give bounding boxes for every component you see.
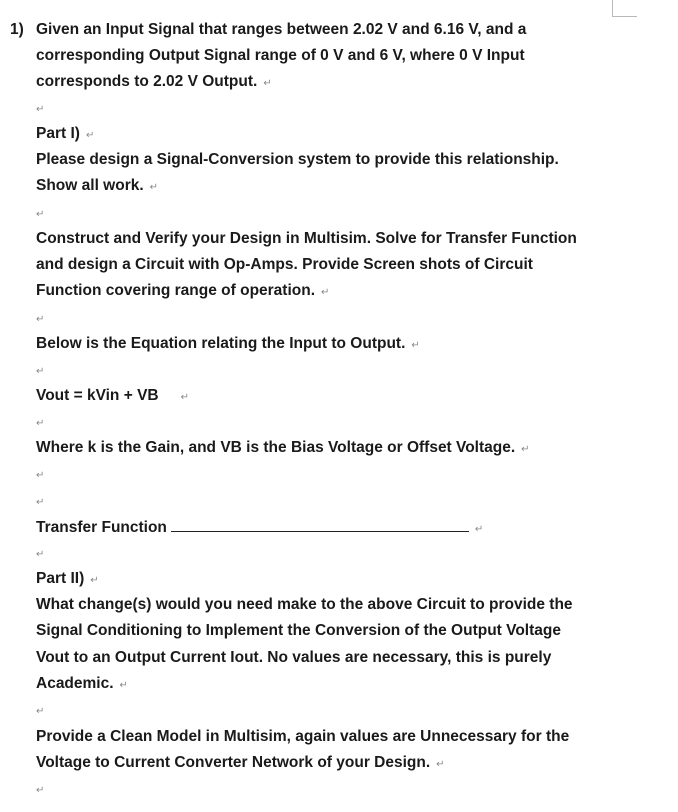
paragraph-mark: ↵ bbox=[90, 575, 99, 586]
part1-design-line-1: Please design a Signal-Conversion system to provide this relationship. bbox=[36, 151, 559, 168]
part1-design-line-2: Show all work. ↵ bbox=[36, 177, 159, 194]
paragraph-mark: ↵ bbox=[36, 418, 45, 429]
paragraph-mark: ↵ bbox=[436, 759, 445, 770]
paragraph-mark: ↵ bbox=[321, 287, 330, 298]
construct-line-2: and design a Circuit with Op-Amps. Provide Screen shots of Circuit bbox=[36, 256, 533, 273]
paragraph-mark: ↵ bbox=[36, 366, 45, 377]
paragraph-mark: ↵ bbox=[36, 209, 45, 220]
empty-paragraph bbox=[36, 779, 44, 801]
answer-blank[interactable] bbox=[171, 517, 469, 532]
paragraph-mark: ↵ bbox=[36, 104, 45, 115]
paragraph-mark: ↵ bbox=[180, 392, 189, 403]
empty-paragraph bbox=[36, 203, 44, 225]
model-line-2: Voltage to Current Converter Network of your Design. ↵ bbox=[36, 754, 445, 771]
empty-paragraph bbox=[36, 412, 44, 434]
construct-line-3: Function covering range of operation. ↵ bbox=[36, 282, 330, 299]
paragraph-mark: ↵ bbox=[36, 314, 45, 325]
paragraph-mark: ↵ bbox=[36, 470, 45, 481]
paragraph-mark: ↵ bbox=[149, 182, 159, 193]
empty-paragraph bbox=[36, 543, 44, 565]
part2-question-line-2: Signal Conditioning to Implement the Conversion of the Output Voltage bbox=[36, 622, 561, 639]
paragraph-mark: ↵ bbox=[119, 680, 128, 691]
paragraph-mark: ↵ bbox=[36, 785, 45, 796]
paragraph-mark: ↵ bbox=[411, 340, 420, 351]
equation-intro: Below is the Equation relating the Input to Output. ↵ bbox=[36, 335, 420, 352]
part2-question-line-1: What change(s) would you need make to the above Circuit to provide the bbox=[36, 596, 573, 613]
empty-paragraph bbox=[36, 491, 44, 513]
transfer-function-line: Transfer Function ↵ bbox=[36, 519, 484, 536]
part1-heading: Part I) ↵ bbox=[36, 125, 95, 142]
empty-paragraph bbox=[36, 700, 44, 722]
question-number: 1) bbox=[10, 21, 24, 38]
page-corner-marker bbox=[612, 0, 637, 17]
part2-question-line-4: Academic. ↵ bbox=[36, 675, 128, 692]
construct-line-1: Construct and Verify your Design in Multisim. Solve for Transfer Function bbox=[36, 230, 577, 247]
empty-paragraph bbox=[36, 360, 44, 382]
empty-paragraph bbox=[36, 464, 44, 486]
paragraph-mark: ↵ bbox=[36, 706, 45, 717]
paragraph-mark: ↵ bbox=[36, 497, 45, 508]
empty-paragraph bbox=[36, 308, 44, 330]
paragraph-mark: ↵ bbox=[474, 524, 484, 535]
where-line: Where k is the Gain, and VB is the Bias Voltage or Offset Voltage. ↵ bbox=[36, 439, 530, 456]
empty-paragraph bbox=[36, 98, 44, 120]
paragraph-mark: ↵ bbox=[521, 444, 530, 455]
intro-line-3: corresponds to 2.02 V Output. ↵ bbox=[36, 73, 272, 90]
model-line-1: Provide a Clean Model in Multisim, again values are Unnecessary for the bbox=[36, 728, 570, 745]
intro-line-2: corresponding Output Signal range of 0 V and 6 V, where 0 V Input bbox=[36, 47, 525, 64]
paragraph-mark: ↵ bbox=[263, 78, 272, 89]
paragraph-mark: ↵ bbox=[85, 130, 95, 141]
part2-question-line-3: Vout to an Output Current Iout. No values are necessary, this is purely bbox=[36, 649, 552, 666]
intro-line-1: Given an Input Signal that ranges between 2.02 V and 6.16 V, and a bbox=[36, 21, 527, 38]
equation: Vout = kVin + VB ↵ bbox=[36, 387, 189, 404]
part2-heading: Part II) ↵ bbox=[36, 570, 99, 587]
paragraph-mark: ↵ bbox=[36, 549, 45, 560]
